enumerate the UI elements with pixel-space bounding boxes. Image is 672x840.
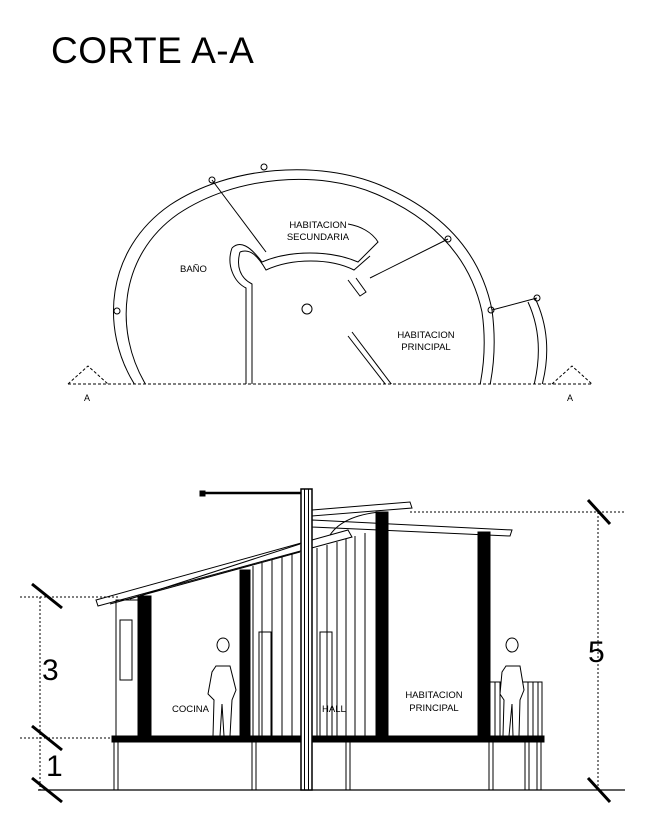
dimension-left (20, 584, 118, 802)
person-figure-left (208, 638, 236, 736)
page-title: CORTE A-A (51, 30, 255, 71)
dimension-3: 3 (42, 654, 59, 687)
label-hab-principal-2: PRINCIPAL (409, 703, 459, 714)
person-figure-right (500, 638, 524, 736)
cut-label-left: A (84, 393, 91, 403)
cut-marker-right (552, 366, 592, 384)
left-window (120, 620, 132, 680)
label-hab-secundaria-1: HABITACION (289, 220, 347, 231)
right-roof (312, 502, 412, 516)
label-hab-secundaria-2: SECUNDARIA (286, 232, 350, 243)
label-bano: BAÑO (180, 264, 207, 275)
floor-slab (112, 736, 544, 742)
section-drawing (20, 489, 625, 802)
section-labels (42, 636, 605, 783)
cut-label-right: A (567, 393, 574, 403)
central-mast (301, 489, 312, 790)
cut-marker-left (68, 366, 108, 384)
label-hab-principal-plan-2: PRINCIPAL (401, 342, 451, 353)
left-roof (96, 530, 352, 606)
dimension-5: 5 (588, 636, 605, 669)
label-hab-principal-1: HABITACION (405, 690, 463, 701)
plan-outer-wall-inner (126, 179, 484, 385)
plan-annex-wall-inner (528, 302, 538, 385)
floor-plan (68, 164, 592, 385)
label-cocina: COCINA (172, 704, 209, 715)
column-1 (138, 596, 151, 736)
stilts (114, 742, 541, 790)
column-4 (478, 532, 490, 736)
column-3 (376, 512, 388, 736)
column-2 (240, 570, 250, 736)
plan-labels (84, 220, 573, 403)
dimension-1: 1 (46, 750, 63, 783)
label-hab-principal-plan-1: HABITACION (397, 330, 455, 341)
label-hall: HALL (322, 704, 346, 715)
